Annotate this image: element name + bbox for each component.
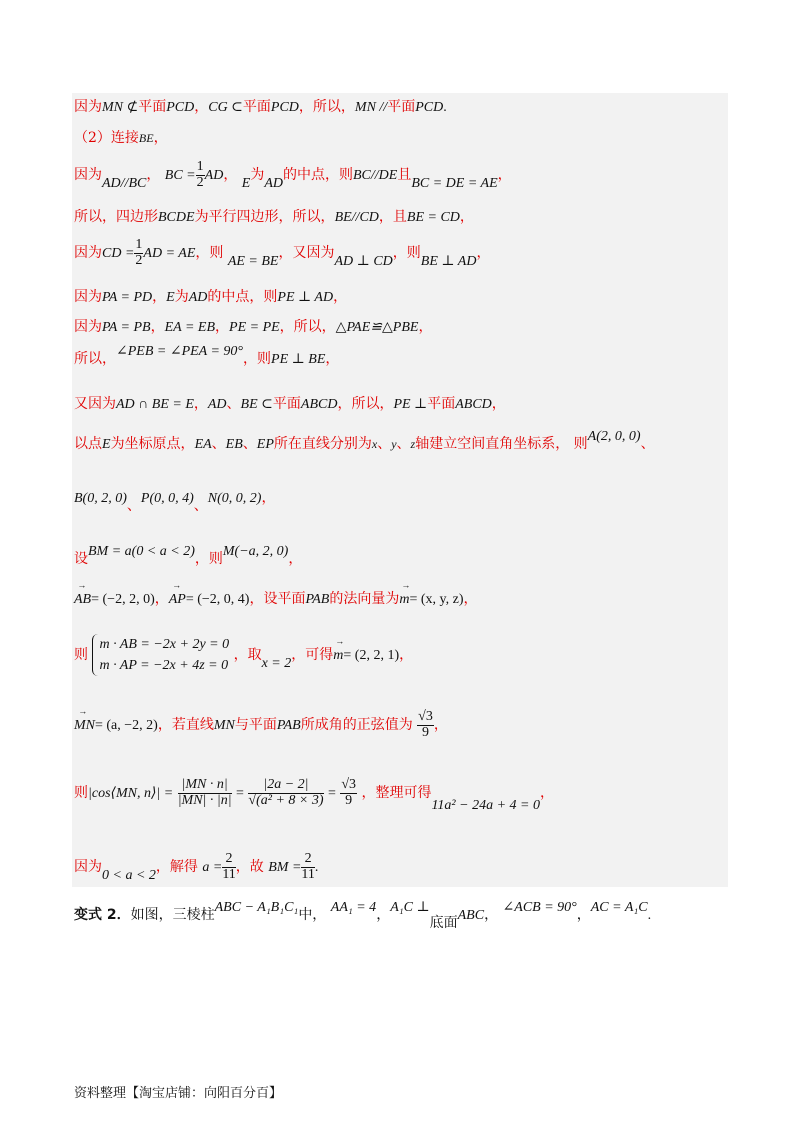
variant-problem: 变式 2．如图，三棱柱ABC − A₁B₁C₁中， AA₁ = 4，A₁C ⊥底面ABC， ∠ACB = 90°，AC = A₁C. (74, 900, 652, 931)
footer-source: 资料整理【淘宝店铺：向阳百分百】 (74, 1086, 283, 1101)
solution-line-11: B(0, 2, 0)、P(0, 0, 4)、N(0, 0, 2)， (74, 490, 276, 514)
solution-line-14: 则 m · AB = −2x + 2y = 0 m · AP = −2x + 4z = 0 ，取x = 2，可得→ m= (2, 2, 1)， (74, 634, 413, 676)
solution-line-2: （2）连接BE， (74, 130, 168, 146)
solution-line-7: 因为PA = PB，EA = EB，PE = PE，所以，△PAE≌△PBE， (74, 319, 433, 335)
solution-line-3: 因为AD//BC， BC = $\frac{1}{2}$ AD， E为AD的中点，则BC//DE且BC = DE = AE， (74, 159, 512, 192)
solution-line-9: 又因为AD ∩ BE = E，AD、BE ⊂平面ABCD，所以，PE ⊥平面ABCD， (74, 396, 506, 412)
solution-line-8: 所以，∠PEB = ∠PEA = 90°，则PE ⊥ BE， (74, 344, 340, 367)
solution-line-1: 因为MN ⊄平面PCD，CG ⊂平面PCD，所以，MN //平面PCD. (74, 99, 447, 115)
solution-line-6: 因为PA = PD，E为AD的中点，则PE ⊥ AD， (74, 289, 348, 305)
solution-line-13: → AB= (−2, 2, 0)，→ AP= (−2, 0, 4)，设平面PAB的法向量为→ m= (x, y, z)， (74, 588, 477, 608)
solution-line-16: 则|cos⟨MN, n⟩| = $\frac{|MN \cdot n|}{|MN| \cdot |n|}$ = $\frac{|2a - 2|}{\text{√(a² + 8 × 3)}}$ = $\frac{√3}{9}$ ，整理可得11a² − 24a + 4 = 0， (74, 777, 554, 814)
solution-line-12: 设BM = a(0 < a < 2)，则M(−a, 2, 0)， (74, 544, 303, 567)
solution-line-10: 以点E为坐标原点，EA、EB、EP所在直线分别为x、y、z轴建立空间直角坐标系， 则A(2, 0, 0)、 (74, 429, 655, 452)
solution-line-4: 所以，四边形BCDE为平行四边形，所以，BE//CD，且BE = CD， (74, 209, 474, 225)
solution-line-17: 因为0 < a < 2，解得 a = $\frac{2}{11}$ ，故 BM = $\frac{2}{11}$ . (74, 851, 319, 884)
solution-line-15: → MN= (a, −2, 2)，若直线MN与平面PAB所成角的正弦值为 $\frac{√3}{9}$ ， (74, 710, 448, 740)
solution-line-5: 因为CD = $\frac{1}{2}$ AD = AE，则 AE = BE，又因为AD ⊥ CD，则BE ⊥ AD， (74, 237, 491, 270)
